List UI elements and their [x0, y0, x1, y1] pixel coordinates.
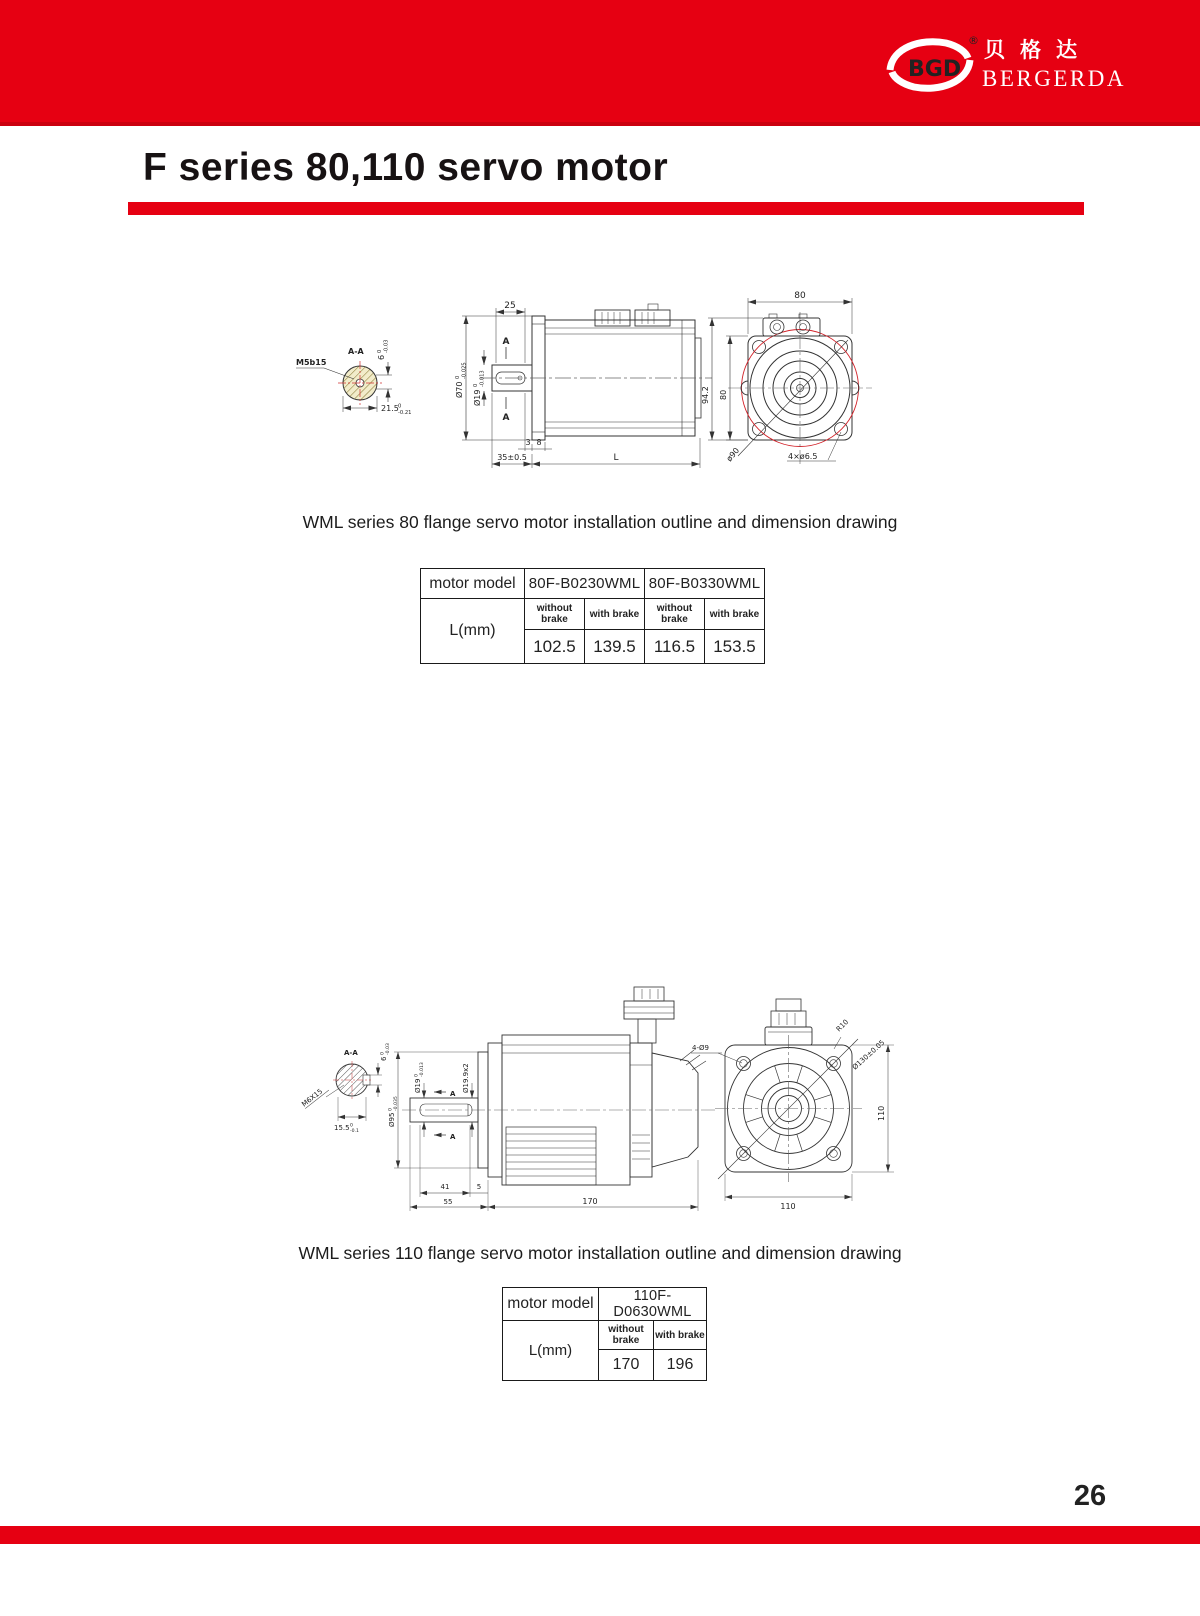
section-label-110: A-A — [344, 1049, 358, 1057]
table-80-value-4: 153.5 — [705, 630, 765, 664]
dim-41: 41 — [440, 1183, 450, 1191]
table-80-header-row — [421, 569, 765, 599]
title-underline — [128, 202, 1084, 215]
svg-text:80: 80 — [719, 389, 728, 400]
caption-80: WML series 80 flange servo motor installation outline and dimension drawing — [302, 512, 898, 532]
svg-text:0: 0 — [350, 1123, 353, 1129]
svg-text:Ø95: Ø95 — [388, 1112, 396, 1127]
svg-text:15.5: 15.5 — [334, 1124, 350, 1132]
table-80-value-3: 116.5 — [645, 630, 705, 664]
drawing-80-flange — [280, 268, 960, 488]
table-110-value-1: 170 — [599, 1350, 654, 1381]
table-80-row-label: L(mm) — [421, 599, 525, 664]
section-label: A-A — [348, 347, 364, 356]
dim-front-height — [719, 390, 728, 400]
table-110-sub-1: without brake — [599, 1321, 654, 1350]
dim-8: 8 — [536, 438, 542, 447]
svg-text:-0.03: -0.03 — [383, 339, 390, 353]
svg-text:0: 0 — [398, 403, 402, 410]
table-110-sub-row — [503, 1321, 707, 1350]
dim-front-width-110: 110 — [780, 1202, 796, 1211]
dim-shaft-dia-110 — [413, 1062, 425, 1093]
section-view-110 — [326, 1061, 382, 1121]
dim-flange-dia-110 — [387, 1096, 399, 1127]
svg-text:0: 0 — [377, 349, 383, 353]
dim-shaft-length: 35±0.5 — [497, 453, 527, 462]
svg-text:0: 0 — [380, 1052, 386, 1055]
svg-text:-0.03: -0.03 — [386, 1043, 391, 1055]
page-title: F series 80,110 servo motor — [143, 146, 669, 189]
dim-bolt-circle-110 — [851, 1039, 886, 1072]
table-80-value-2: 139.5 — [585, 630, 645, 664]
table-110-header-row — [503, 1288, 707, 1321]
brand-name-cn: 贝格达 — [984, 38, 1092, 62]
table-80-sub-2: with brake — [585, 599, 645, 630]
svg-text:94.2: 94.2 — [701, 386, 710, 404]
dim-holes-110: 4-Ø9 — [692, 1044, 709, 1052]
svg-text:-0.21: -0.21 — [398, 410, 412, 416]
table-80 — [420, 568, 765, 664]
table-80-model-2: 80F-B0330WML — [645, 569, 765, 599]
front-view-110 — [691, 999, 894, 1201]
table-110-model-1: 110F-D0630WML — [599, 1288, 707, 1321]
svg-text:Ø130±0.05: Ø130±0.05 — [850, 1038, 887, 1072]
footer-bar — [0, 1526, 1200, 1544]
svg-text:0: 0 — [414, 1074, 420, 1077]
svg-text:-0.013: -0.013 — [420, 1062, 425, 1077]
dim-shaft-dia2-110 — [462, 1063, 470, 1093]
dim-5: 5 — [476, 1183, 482, 1191]
svg-text:0: 0 — [388, 1108, 394, 1111]
dim-bolt-circle — [725, 446, 742, 463]
svg-text:Ø19: Ø19 — [473, 389, 482, 406]
thread-label: M5b15 — [296, 358, 327, 367]
table-110 — [502, 1287, 707, 1381]
svg-text:Ø70: Ø70 — [455, 381, 464, 398]
svg-text:0: 0 — [455, 375, 461, 379]
svg-text:-0.013: -0.013 — [479, 370, 486, 387]
table-80-sub-3: without brake — [645, 599, 705, 630]
svg-text:-0.1: -0.1 — [350, 1129, 359, 1134]
dim-body-length: L — [613, 453, 619, 463]
dim-front-total-height — [701, 386, 710, 404]
side-view-80 — [462, 304, 712, 468]
svg-text:Ø19: Ø19 — [414, 1078, 422, 1093]
svg-text:ø90: ø90 — [724, 445, 742, 464]
dim-key-height-110 — [379, 1043, 391, 1061]
table-80-sub-row — [421, 599, 765, 630]
registered-mark: ® — [968, 34, 979, 47]
bgd-logo-text: BGD — [908, 57, 962, 82]
dim-170: 170 — [582, 1197, 598, 1206]
svg-text:-0.035: -0.035 — [394, 1096, 399, 1111]
dim-shaft-ext: 25 — [504, 301, 516, 311]
table-110-corner: motor model — [503, 1288, 599, 1321]
dim-55: 55 — [443, 1198, 453, 1206]
table-110-row-label: L(mm) — [503, 1321, 599, 1381]
brand-logo — [880, 30, 1130, 102]
drawing-110-flange — [290, 975, 930, 1225]
cut-mark-bottom-110: A — [450, 1133, 456, 1141]
svg-text:Ø19.9x2: Ø19.9x2 — [462, 1063, 470, 1093]
dim-key-height — [377, 340, 390, 360]
table-80-sub-4: with brake — [705, 599, 765, 630]
svg-text:21.5: 21.5 — [381, 404, 399, 413]
dim-front-height-110 — [877, 1106, 886, 1121]
dim-holes: 4×ø6.5 — [788, 452, 818, 461]
dim-fillet-110 — [835, 1018, 850, 1033]
svg-text:M6X15: M6X15 — [300, 1087, 325, 1109]
front-view-80 — [708, 298, 872, 464]
dim-3: 3 — [525, 438, 531, 447]
section-view-80 — [296, 361, 392, 412]
dim-front-width: 80 — [794, 291, 806, 301]
svg-text:110: 110 — [877, 1105, 886, 1121]
dim-flange-dia — [454, 362, 468, 398]
caption-110: WML series 110 flange servo motor installation outline and dimension drawing — [298, 1243, 902, 1263]
table-80-corner: motor model — [421, 569, 525, 599]
svg-text:0: 0 — [473, 383, 479, 387]
cut-mark-top: A — [502, 337, 510, 347]
dim-key-width — [381, 404, 411, 417]
svg-text:R10: R10 — [834, 1018, 851, 1034]
bgd-logo-icon — [880, 32, 980, 98]
cut-mark-top-110: A — [450, 1090, 456, 1098]
svg-text:6: 6 — [377, 354, 386, 360]
svg-text:6: 6 — [380, 1056, 388, 1061]
page-number: 26 — [1073, 1480, 1107, 1512]
svg-text:-0.025: -0.025 — [461, 362, 468, 379]
side-view-110 — [394, 987, 715, 1211]
table-110-value-2: 196 — [654, 1350, 707, 1381]
table-110-sub-2: with brake — [654, 1321, 707, 1350]
table-80-value-1: 102.5 — [525, 630, 585, 664]
dim-shaft-dia — [472, 370, 486, 406]
dim-key-width-110 — [334, 1123, 359, 1135]
cut-mark-bottom: A — [502, 413, 510, 423]
table-80-sub-1: without brake — [525, 599, 585, 630]
thread-label-110 — [300, 1084, 329, 1109]
table-80-model-1: 80F-B0230WML — [525, 569, 645, 599]
brand-name-en: BERGERDA — [982, 66, 1126, 91]
